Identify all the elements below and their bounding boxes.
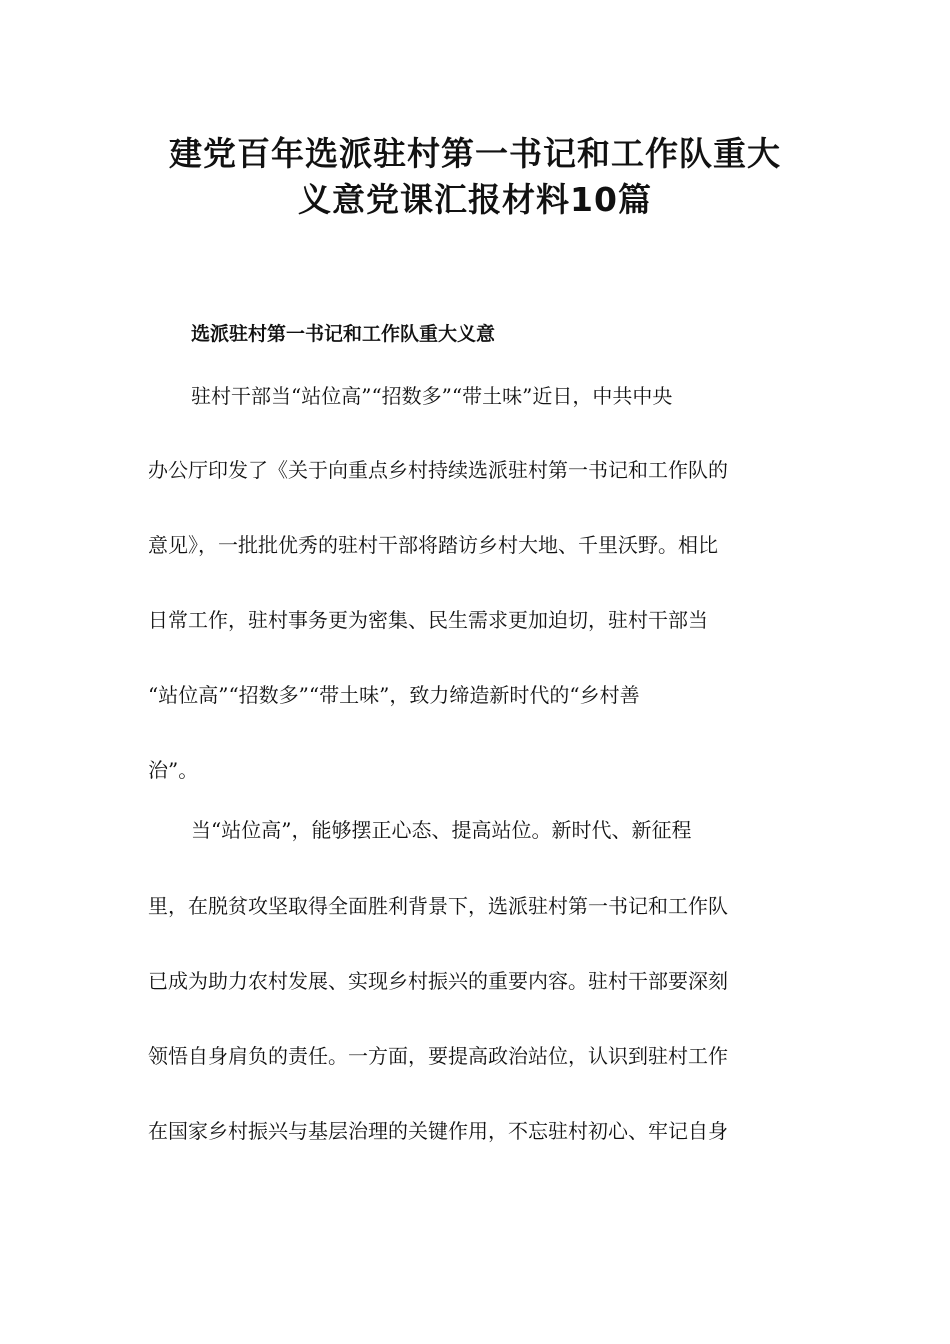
paragraph-line: 日常工作，驻村事务更为密集、民生需求更加迫切，驻村干部当	[148, 608, 708, 632]
paragraph-line: 里，在脱贫攻坚取得全面胜利背景下，选派驻村第一书记和工作队	[148, 894, 728, 918]
document-title-line-2: 义意党课汇报材料10篇	[298, 180, 652, 219]
paragraph-line: 意见》，一批批优秀的驻村干部将踏访乡村大地、千里沃野。相比	[148, 533, 718, 557]
paragraph-line: 领悟自身肩负的责任。一方面，要提高政治站位，认识到驻村工作	[148, 1044, 728, 1068]
paragraph-line: 治”。	[148, 758, 199, 782]
paragraph-line: 办公厅印发了《关于向重点乡村持续选派驻村第一书记和工作队的	[148, 458, 728, 482]
paragraph-line: 当“站位高”，能够摆正心态、提高站位。新时代、新征程	[191, 818, 692, 842]
paragraph-line: “站位高”“招数多”“带土味”，致力缔造新时代的“乡村善	[148, 683, 640, 707]
paragraph-line: 在国家乡村振兴与基层治理的关键作用，不忘驻村初心、牢记自身	[148, 1119, 728, 1143]
section-heading: 选派驻村第一书记和工作队重大义意	[191, 323, 496, 345]
document-title-line-1: 建党百年选派驻村第一书记和工作队重大	[169, 134, 781, 173]
paragraph-line: 已成为助力农村发展、实现乡村振兴的重要内容。驻村干部要深刻	[148, 969, 728, 993]
paragraph-line: 驻村干部当“站位高”“招数多”“带土味”近日，中共中央	[191, 384, 673, 408]
